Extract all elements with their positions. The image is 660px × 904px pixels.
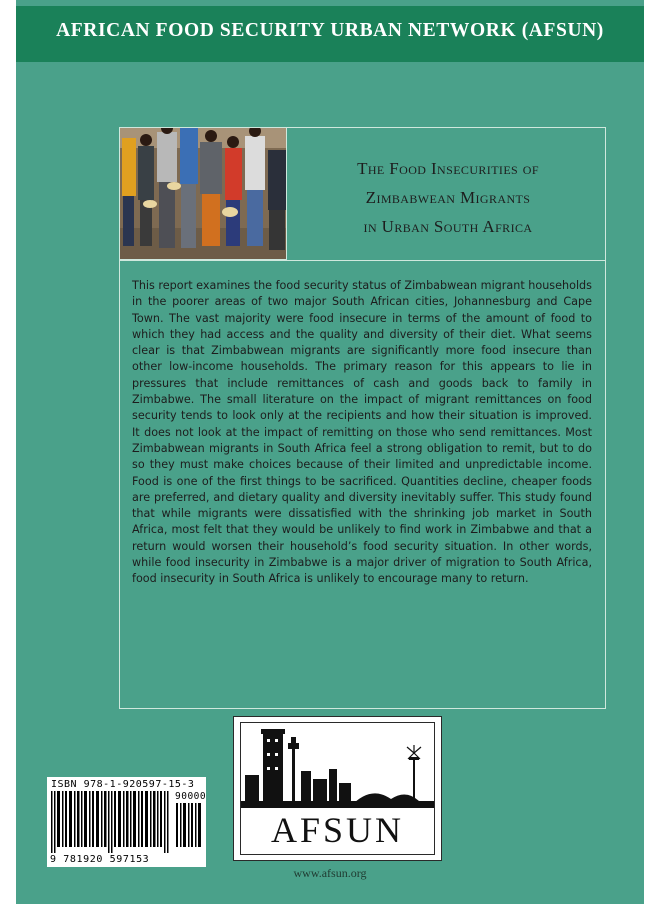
afsun-logo [233, 716, 442, 861]
isbn-number: ISBN 978-1-920597-15-3 [51, 779, 195, 790]
book-description: This report examines the food security status of Zimbabwean migrant households in the poorer areas of two major South African cities, Johannesburg and Cape Town. The vast majority were food insecure in terms of the amount of food to which they had access and the quality and diversity of their diet. What seems clear is that Zimbabwean migrants are significantly more food insecure than other low-income households. The primary reason for this appears to lie in pressures that include remittances of cash and goods back to family in Zimbabwe. The small literature on the impact of migrant remittances on food security tends to look only at the recipients and how their situation is improved. It does not look at the impact of remitting on those who send remittances. Most Zimbabwean migrants in South Africa feel a strong obligation to remit, but to do so they must make choices because of their limited and unpredictable income. Food is one of the first things to be sacrificed. Quantities decline, cheaper foods are preferred, and dietary quality and diversity inevitably suffer. This study found that while migrants were dissatisfied with the shrinking job market in South Africa, most felt that they would be unlikely to find work in Zimbabwe and that a return would worsen their household’s food security situation. In other words, while food insecurity in Zimbabwe is a major driver of migration to South Africa, food insecurity in South Africa is unlikely to encourage many to return. [132, 279, 592, 586]
logo-frame [240, 722, 435, 855]
logo-wordmark: AFSUN [270, 810, 405, 850]
panel-divider [120, 260, 605, 261]
book-title-line-2: Zimbabwean Migrants [365, 188, 531, 207]
isbn-addon: 90000 [175, 791, 207, 802]
book-title [290, 154, 606, 241]
migrants-queue-photo [120, 128, 287, 260]
website-url: www.afsun.org [293, 866, 367, 880]
book-title-line-1: The Food Insecurities of [357, 159, 539, 178]
network-title: AFRICAN FOOD SECURITY URBAN NETWORK (AFSUN) [56, 20, 604, 41]
photo-image [120, 128, 287, 260]
isbn-barcode [47, 777, 206, 867]
book-title-line-3: in Urban South Africa [363, 217, 533, 236]
content-panel [119, 127, 606, 709]
ean-digits: 9 781920 597153 [50, 854, 150, 865]
back-cover [16, 0, 644, 904]
header-band [16, 6, 644, 62]
